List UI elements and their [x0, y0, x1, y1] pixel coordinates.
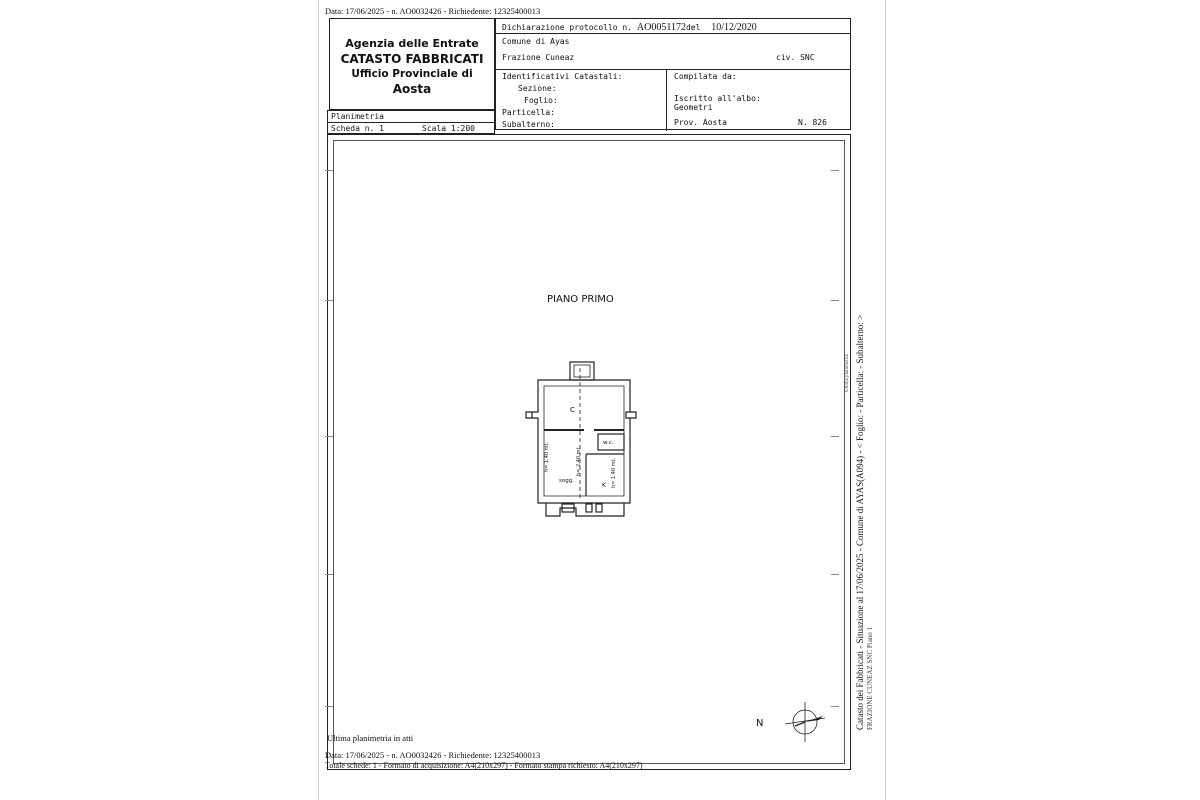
sezione-label: Sezione: — [518, 84, 557, 93]
header-left-box — [329, 18, 495, 110]
floor-plan-drawing — [524, 358, 644, 528]
height-label-right: h= 1.40 mt. — [611, 457, 617, 488]
identificativi-label: Identificativi Catastali: — [502, 72, 623, 81]
north-label: N — [756, 718, 764, 729]
side-situazione-text: Catasto dei Fabbricati - Situazione al 17/06/2025 - Comune di AYAS(A094) - < Foglio: - Particella: - Subalterno: > — [855, 314, 865, 730]
room-k-label: K — [602, 482, 606, 489]
side-address-text: FRAZIONE CUNEAZ SNC Piano 1 — [866, 626, 874, 730]
ufficio-city: Aosta — [392, 82, 432, 96]
iscritto-label: Iscritto all'albo: — [674, 94, 761, 103]
top-request-line: Data: 17/06/2025 - n. AO0032426 - Richiedente: 12325400013 — [325, 6, 541, 16]
civico-text: civ. SNC — [776, 53, 815, 62]
declaration-date: 10/12/2020 — [711, 22, 757, 33]
del-label: del — [685, 23, 701, 32]
north-arrow-icon — [781, 698, 829, 746]
footer-request-line: Data: 17/06/2025 - n. AO0032426 - Richiedente: 12325400013 — [325, 750, 541, 760]
subalterno-label: Subalterno: — [502, 120, 555, 129]
protocollo-number: AO0051172 — [636, 22, 686, 33]
comune-text: Comune di Ayas — [502, 37, 570, 46]
scala-label: Scala 1:200 — [422, 124, 475, 133]
room-wc-label: w.c. — [603, 440, 614, 446]
room-c-label: C — [570, 406, 575, 414]
ultima-planimetria-text: Ultima planimetria in atti — [327, 733, 414, 743]
header-right-box — [495, 18, 851, 130]
albo-name: Geometri — [674, 103, 713, 112]
footer-schede-line: Totale schede: 1 - Formato di acquisizione: A4(210x297) - Formato stampa richiesto: A4(210x297) — [325, 761, 643, 770]
foglio-label: Foglio: — [524, 96, 558, 105]
scheda-label: Scheda n. 1 — [331, 124, 384, 133]
floor-title: PIANO PRIMO — [547, 294, 614, 305]
catasto-title: CATASTO FABBRICATI — [340, 52, 484, 66]
albo-number: N. 826 — [798, 118, 827, 127]
side-ultima-text: Ultima planimetria — [845, 354, 850, 392]
plan-info-box — [327, 110, 495, 134]
room-sogg-label: sogg. — [559, 478, 574, 484]
particella-label: Particella: — [502, 108, 555, 117]
province-label: Prov. Aosta — [674, 118, 727, 127]
frazione-text: Frazione Cuneaz — [502, 53, 575, 62]
dichiarazione-label: Dichiarazione protocollo n. — [502, 23, 633, 32]
ufficio-label: Ufficio Provinciale di — [351, 68, 473, 80]
compilata-label: Compilata da: — [674, 72, 737, 81]
planimetria-label: Planimetria — [331, 112, 384, 121]
height-label-center: h= 2.40 mt. — [576, 445, 582, 476]
height-label-left: h= 1.40 mt. — [544, 441, 550, 472]
document-page — [318, 0, 886, 800]
agency-name: Agenzia delle Entrate — [345, 37, 479, 50]
